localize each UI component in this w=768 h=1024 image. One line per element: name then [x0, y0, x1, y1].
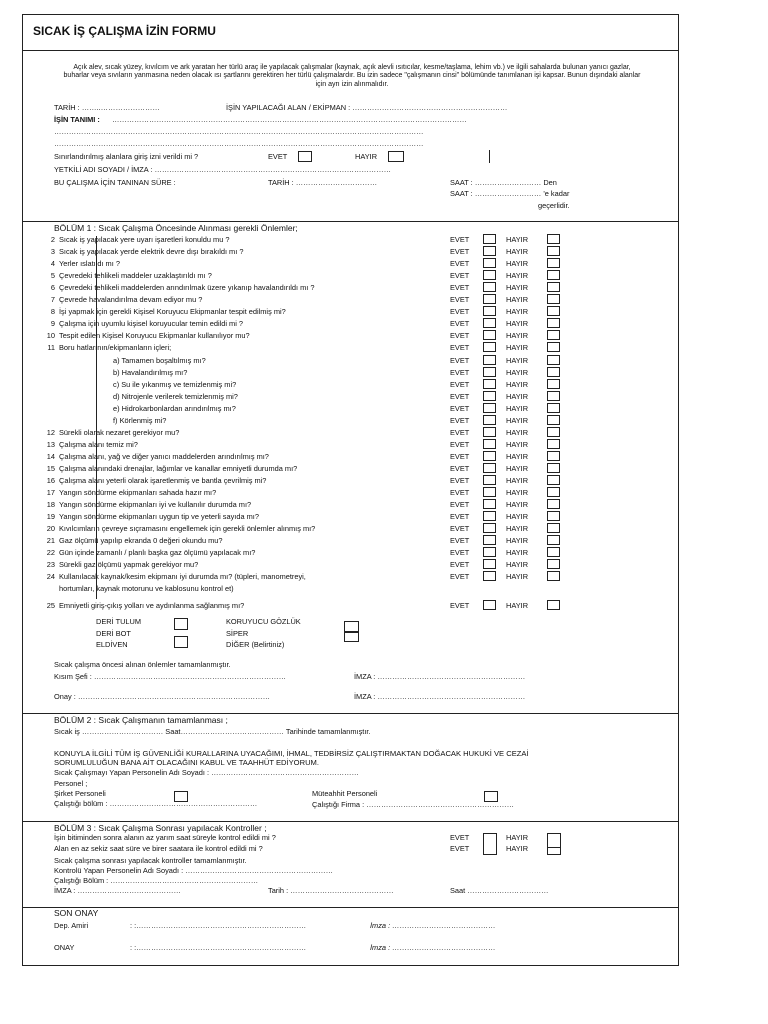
yetkili-field[interactable]: YETKİLİ ADI SOYADI / İMZA : ……………………………………………………………………………………	[54, 165, 391, 174]
question-number: 24	[46, 572, 55, 582]
question-text: Sürekli olarak nezaret gerekiyor mu?	[59, 427, 180, 437]
hayir-checkbox[interactable]	[547, 391, 560, 401]
question-row	[41, 525, 315, 532]
evet-checkbox[interactable]	[483, 511, 496, 521]
bolum2-title: BÖLÜM 2 : Sıcak Çalışmanın tamamlanması ;	[54, 715, 228, 725]
taahhut-line-2: SORUMLULUĞUN BANA AİT OLACAĞINI KABUL VE TAAHHÜT EDİYORUM.	[54, 758, 319, 767]
hayir-label: HAYIR	[506, 427, 529, 437]
hayir-checkbox[interactable]	[547, 535, 560, 545]
question-row	[41, 549, 255, 556]
evet-checkbox[interactable]	[483, 330, 496, 340]
bolum3-q2-hayir-label: HAYIR	[506, 844, 529, 853]
evet-label: EVET	[450, 259, 470, 269]
kontrol-personel-field[interactable]: Kontrolü Yapan Personelin Adı Soyadı : ……………………………………………………	[54, 866, 334, 875]
question-number: 22	[46, 548, 55, 558]
evet-label: EVET	[450, 524, 470, 534]
evet-checkbox[interactable]	[483, 282, 496, 292]
saat-from-field[interactable]: SAAT : ……………………… Den	[450, 178, 557, 187]
kisim-sefi-field[interactable]: Kısım Şefi : ……………………………………………………………………	[54, 672, 286, 681]
evet-label: EVET	[450, 488, 470, 498]
evet-checkbox[interactable]	[483, 258, 496, 268]
kontrol-bolum-field[interactable]: Çalıştığı Bölüm : ……………………………………………………	[54, 876, 259, 885]
hayir-checkbox[interactable]	[547, 234, 560, 244]
hayir-label: HAYIR	[506, 512, 529, 522]
question-number: 21	[46, 536, 55, 546]
onay-field[interactable]: Onay : ……………………………………………………………………	[54, 692, 270, 701]
hayir-label: HAYIR	[506, 600, 529, 610]
hayir-checkbox[interactable]	[547, 439, 560, 449]
sinir-evet-checkbox[interactable]	[298, 151, 312, 162]
evet-label: EVET	[450, 500, 470, 510]
evet-label: EVET	[450, 307, 470, 317]
hayir-label: HAYIR	[506, 259, 529, 269]
question-row	[41, 357, 206, 364]
question-text: Çalışma alanı yeterli olarak işaretlenmiş ve bantla çevrilmiş mi?	[59, 476, 267, 485]
question-text: b) Havalandırılmış mı?	[113, 367, 188, 377]
evet-label: EVET	[450, 295, 470, 305]
question-text: Yangın söndürme ekipmanları uygun tip ve yeterli sayıda mı?	[59, 512, 259, 522]
hayir-checkbox[interactable]	[547, 511, 560, 521]
hayir-label: HAYIR	[506, 524, 529, 534]
hayir-checkbox[interactable]	[547, 282, 560, 292]
evet-label: EVET	[450, 271, 470, 281]
hayir-label: HAYIR	[506, 451, 529, 461]
evet-checkbox[interactable]	[483, 571, 496, 581]
onlem-text: Sıcak çalışma öncesi alınan önlemler tamamlanmıştır.	[54, 660, 231, 669]
question-text: c) Su ile yıkanmış ve temizlenmiş mi?	[113, 379, 237, 389]
evet-checkbox[interactable]	[483, 451, 496, 461]
question-text: hortumları, kaynak motorunu ve kablosunu kontrol et)	[59, 584, 234, 594]
evet-checkbox[interactable]	[483, 415, 496, 425]
evet-label: EVET	[450, 572, 470, 582]
question-row	[41, 272, 212, 279]
hayir-checkbox[interactable]	[547, 258, 560, 268]
hayir-label: HAYIR	[506, 403, 529, 413]
ppe-eldiven-checkbox[interactable]	[174, 636, 188, 648]
evet-label: EVET	[450, 367, 470, 377]
question-text: Tespit edilen Kişisel Koruyucu Ekipmanlar kullanılıyor mu?	[59, 331, 250, 341]
question-text: Çevrede havalandırılma devam ediyor mu ?	[59, 295, 203, 305]
hayir-checkbox[interactable]	[547, 355, 560, 365]
evet-checkbox[interactable]	[483, 600, 496, 610]
hayir-checkbox[interactable]	[547, 270, 560, 280]
ppe-koruyucu: KORUYUCU GÖZLÜK	[226, 617, 301, 626]
bolum3-hayir-checkbox[interactable]	[547, 833, 561, 855]
question-text: Çalışma alanı, yağ ve diğer yanıcı maddelerden arındırılmış mı?	[59, 451, 269, 461]
dep-amiri-field[interactable]: : :……………………………………………………………	[130, 921, 307, 930]
evet-label: EVET	[450, 319, 470, 329]
onay-imza-field[interactable]: İMZA : ……………………………………………………	[354, 692, 526, 701]
question-number: 25	[46, 600, 55, 610]
question-number: 7	[50, 295, 55, 305]
question-row	[41, 477, 266, 484]
hayir-label: HAYIR	[506, 560, 529, 570]
bolum3-q1-evet-label: EVET	[450, 833, 470, 842]
hayir-label: HAYIR	[506, 271, 529, 281]
evet-label: EVET	[450, 379, 470, 389]
evet-checkbox[interactable]	[483, 475, 496, 485]
evet-checkbox[interactable]	[483, 463, 496, 473]
evet-checkbox[interactable]	[483, 318, 496, 328]
question-number: 17	[46, 488, 55, 498]
evet-label: EVET	[450, 600, 470, 610]
evet-checkbox[interactable]	[483, 379, 496, 389]
question-number: 2	[50, 235, 55, 244]
hayir-label: HAYIR	[506, 283, 529, 293]
evet-checkbox[interactable]	[483, 294, 496, 304]
hayir-checkbox[interactable]	[547, 523, 560, 533]
tanim-label: İŞİN TANIMI :	[54, 115, 100, 124]
question-row	[41, 405, 236, 412]
hayir-label: HAYIR	[506, 355, 529, 365]
question-row	[41, 296, 202, 303]
question-row	[41, 429, 179, 436]
question-row	[41, 417, 166, 424]
question-text: Çalışma için uyumlu kişisel koruyucular temin edildi mi ?	[59, 319, 244, 329]
bolum3-tamam-text: Sıcak çalışma sonrası yapılacak kontroller tamamlanmıştır.	[54, 856, 247, 865]
hayir-label: HAYIR	[506, 343, 529, 353]
hayir-label: HAYIR	[506, 439, 529, 449]
hayir-checkbox[interactable]	[547, 559, 560, 569]
sinir-hayir-checkbox[interactable]	[388, 151, 404, 162]
question-row	[41, 260, 120, 267]
evet-label: EVET	[450, 343, 470, 353]
hayir-checkbox[interactable]	[547, 499, 560, 509]
hayir-checkbox[interactable]	[547, 571, 560, 581]
divider	[22, 821, 679, 822]
ppe-deri-tulum-checkbox[interactable]	[174, 618, 188, 630]
evet-label: EVET	[450, 355, 470, 365]
question-number: 11	[47, 343, 55, 353]
question-row	[41, 453, 269, 460]
evet-checkbox[interactable]	[483, 367, 496, 377]
evet-label: EVET	[450, 391, 470, 401]
hayir-checkbox[interactable]	[547, 547, 560, 557]
tarih-field[interactable]: TARİH : ……..……………………	[54, 103, 160, 112]
question-number: 5	[50, 271, 55, 281]
question-number: 14	[46, 451, 55, 461]
ppe-siper-checkbox[interactable]	[344, 632, 359, 642]
question-number: 3	[50, 247, 55, 257]
question-text: Emniyetli giriş-çıkış yolları ve aydınlanma sağlanmış mı?	[59, 600, 245, 610]
evet-checkbox[interactable]	[483, 246, 496, 256]
question-number: 20	[46, 524, 55, 534]
alan-field[interactable]: İŞİN YAPILACAĞI ALAN / EKİPMAN : ………………………………………………………	[226, 103, 508, 112]
question-row	[41, 369, 187, 376]
question-row	[41, 513, 259, 520]
question-text: Sıcak iş yapılacak yerde elektrik devre dışı bırakıldı mı ?	[59, 247, 244, 257]
hayir-label: HAYIR	[506, 319, 529, 329]
hayir-label: HAYIR	[506, 247, 529, 257]
hayir-label: HAYIR	[506, 572, 529, 582]
question-text: Yangın söndürme ekipmanları sahada hazır mı?	[59, 488, 217, 498]
evet-label: EVET	[450, 235, 470, 244]
tanim-field-1[interactable]: ………………………………………………………………………………………………………………………………	[112, 116, 467, 124]
question-text: f) Körlenmiş mi?	[113, 415, 167, 425]
bolum3-evet-checkbox[interactable]	[483, 833, 497, 855]
saat-to-field[interactable]: SAAT : ……………………… 'e kadar	[450, 189, 570, 198]
hayir-checkbox[interactable]	[547, 367, 560, 377]
question-number: 19	[46, 512, 55, 522]
evet-checkbox[interactable]	[483, 403, 496, 413]
divider	[547, 847, 561, 848]
question-text: Boru hatlarının/ekipmanların içleri;	[59, 343, 172, 353]
kisim-imza-field[interactable]: İMZA : ……………………………………………………	[354, 672, 526, 681]
question-number: 18	[46, 500, 55, 510]
question-number: 4	[50, 259, 55, 269]
sirket-personeli-label: Şirket Personeli	[54, 789, 106, 798]
evet-label: EVET	[450, 403, 470, 413]
evet-checkbox[interactable]	[483, 342, 496, 352]
evet-checkbox[interactable]	[483, 427, 496, 437]
question-text: Çalışma alanı temiz mi?	[59, 439, 138, 449]
question-text: Yangın söndürme ekipmanları iyi ve kullanılır durumda mı?	[59, 500, 252, 510]
question-row	[41, 585, 234, 592]
hayir-checkbox[interactable]	[547, 427, 560, 437]
kontrol-saat-field[interactable]: Saat ……………………………	[450, 886, 549, 895]
hayir-checkbox[interactable]	[547, 330, 560, 340]
question-row	[41, 602, 244, 609]
question-text: Çevredeki tehlikeli maddeler uzaklaştırıldı mı ?	[59, 271, 212, 281]
evet-label: EVET	[450, 427, 470, 437]
calistigi-firma-field[interactable]: Çalıştığı Firma : ……………………………………………………	[312, 800, 515, 809]
question-text: Çalışma alanındaki drenajlar, lağımlar ve kanallar emniyetli durumda mı?	[59, 463, 298, 473]
evet-label: EVET	[450, 451, 470, 461]
evet-label: EVET	[450, 512, 470, 522]
hayir-checkbox[interactable]	[547, 246, 560, 256]
form-title: SICAK İŞ ÇALIŞMA İZİN FORMU	[33, 24, 216, 38]
onay-label: ONAY	[54, 943, 75, 952]
hayir-label: HAYIR	[506, 391, 529, 401]
hayir-checkbox[interactable]	[547, 318, 560, 328]
divider	[22, 713, 679, 714]
tanim-field-3[interactable]: ……………………………………………………………………………………………………………………………………	[54, 140, 424, 148]
evet-label: EVET	[450, 463, 470, 473]
bolum1-title: BÖLÜM 1 : Sıcak Çalışma Öncesinde Alınması gerekli Önlemler;	[54, 223, 298, 233]
question-row	[41, 573, 306, 580]
question-text: Gaz ölçümü yapılıp ekranda 0 değeri okundu mu?	[59, 536, 223, 546]
question-text: İşi yapmak için gerekli Kişisel Koruyucu Ekipmanlar tespit edilmiş mi?	[59, 307, 286, 317]
muteahhit-label: Müteahhit Personeli	[312, 789, 378, 798]
question-text: Yerler ıslatıldı mı ?	[59, 259, 120, 269]
question-text: Sıcak iş yapılacak yere uyarı işaretleri konuldu mu ?	[59, 235, 230, 244]
onay-imza-field[interactable]: İmza : ……………………………………	[370, 943, 496, 952]
hayir-label: HAYIR	[506, 548, 529, 558]
bolum3-q2: Alan en az sekiz saat süre ve birer saatara ile kontrol edildi mi ?	[54, 844, 263, 853]
divider	[22, 50, 679, 51]
ppe-siper: SİPER	[226, 629, 249, 638]
ppe-deri-tulum: DERİ TULUM	[96, 617, 142, 626]
hayir-label: HAYIR	[506, 536, 529, 546]
sure-tarih-field[interactable]: TARİH : ……………………………	[268, 178, 378, 187]
evet-checkbox[interactable]	[483, 306, 496, 316]
ppe-deri-bot: DERİ BOT	[96, 629, 131, 638]
dep-amiri-label: Dep. Amiri	[54, 921, 89, 930]
question-number: 13	[46, 439, 55, 449]
sinir-question: Sınırlandırılmış alanlara giriş izni verildi mi ?	[54, 152, 199, 161]
evet-label: EVET	[450, 560, 470, 570]
question-row	[41, 393, 238, 400]
hayir-checkbox[interactable]	[547, 600, 560, 610]
divider	[22, 221, 679, 222]
question-text: e) Hidrokarbonlardan arındırılmış mı?	[113, 403, 236, 413]
hayir-checkbox[interactable]	[547, 463, 560, 473]
question-row	[41, 465, 297, 472]
hayir-label: HAYIR	[506, 295, 529, 305]
hayir-checkbox[interactable]	[547, 415, 560, 425]
bolum3-title: BÖLÜM 3 : Sıcak Çalışma Sonrası yapılacak Kontroller ;	[54, 823, 267, 833]
question-number: 6	[50, 283, 55, 293]
hayir-label: HAYIR	[506, 379, 529, 389]
question-number: 10	[46, 331, 55, 341]
question-text: Sürekli gaz ölçümü yapmak gerekiyor mu?	[59, 560, 199, 570]
gecerli-text: geçerlidir.	[538, 201, 570, 210]
question-number: 12	[46, 427, 55, 437]
question-row	[41, 332, 250, 339]
evet-checkbox[interactable]	[483, 355, 496, 365]
calistigi-bolum-field[interactable]: Çalıştığı bölüm : ……………………………………………………	[54, 799, 258, 808]
question-row	[41, 284, 315, 291]
taahhut-line-1: KONUYLA İLGİLİ TÜM İŞ GÜVENLİĞİ KURALLARINA UYACAĞIMI, İHMAL, TEDBİRSİZ ÇALIŞTIRMAKTAN DOĞACAK HUKUKİ VE CEZAİ	[54, 749, 529, 758]
hayir-checkbox[interactable]	[547, 379, 560, 389]
hayir-checkbox[interactable]	[547, 342, 560, 352]
ppe-koruyucu-checkbox[interactable]	[344, 621, 359, 632]
bolum3-q2-evet-label: EVET	[450, 844, 470, 853]
evet-checkbox[interactable]	[483, 523, 496, 533]
kontrol-tarih-field[interactable]: Tarih : ……………………………………	[268, 886, 394, 895]
evet-checkbox[interactable]	[483, 547, 496, 557]
hayir-label: HAYIR	[506, 307, 529, 317]
question-text: d) Nitrojenle verilerek temizlenmiş mi?	[113, 391, 238, 401]
evet-label: EVET	[450, 283, 470, 293]
hayir-label: HAYIR	[506, 235, 529, 244]
kontrol-imza-field[interactable]: İMZA : ……………………………………	[54, 886, 181, 895]
bolum3-q1-hayir-label: HAYIR	[506, 833, 529, 842]
hayir-checkbox[interactable]	[547, 487, 560, 497]
hayir-checkbox[interactable]	[547, 306, 560, 316]
hayir-label: HAYIR	[506, 476, 529, 485]
hayir-label: HAYIR	[506, 331, 529, 341]
intro-text: Açık alev, sıcak yüzey, kıvılcım ve ark yaratan her türlü araç ile yapılacak çalışmalar (kaynak, açık alevli ısıtıcılar, kesme/taşlama, lehim vb.) ve ilgili sahalarda bulunan yanıcı gazlar, buharlar veya sıvıların yanmasına neden olacak ısı şartlarını gerektiren her türlü çalışmalardır. Bu izin sadece "çalışmanın cinsi" bölümünde tanımlanan işi kapsar. Bunun dışındaki alanlar için ayrı izin alınmalıdır.	[63, 64, 641, 88]
question-row	[41, 236, 229, 243]
question-row	[41, 537, 223, 544]
question-row	[41, 308, 286, 315]
evet-label: EVET	[450, 247, 470, 257]
hayir-checkbox[interactable]	[547, 294, 560, 304]
question-row	[41, 344, 171, 351]
evet-label: EVET	[450, 439, 470, 449]
evet-label: EVET	[450, 536, 470, 546]
question-row	[41, 489, 216, 496]
personel-adi-field[interactable]: Sıcak Çalışmayı Yapan Personelin Adı Soyadı : ……………………………………………………	[54, 768, 359, 777]
sinir-evet-label: EVET	[268, 152, 288, 161]
dep-amiri-imza-field[interactable]: İmza : ……………………………………	[370, 921, 496, 930]
hayir-label: HAYIR	[506, 488, 529, 498]
evet-label: EVET	[450, 548, 470, 558]
question-text: Çevredeki tehlikeli maddelerden arındırılmak üzere yıkanıp havalandırıldı mı ?	[59, 283, 315, 293]
evet-checkbox[interactable]	[483, 559, 496, 569]
evet-label: EVET	[450, 331, 470, 341]
tanim-field-2[interactable]: ……………………………………………………………………………………………………………………………………	[54, 128, 424, 136]
hayir-label: HAYIR	[506, 500, 529, 510]
hayir-label: HAYIR	[506, 463, 529, 473]
hayir-checkbox[interactable]	[547, 451, 560, 461]
question-text: Kıvılcımların çevreye sıçramasını engellemek için gerekli önlemler alınmış mı?	[59, 524, 316, 534]
evet-label: EVET	[450, 476, 470, 485]
ppe-eldiven: ELDİVEN	[96, 640, 128, 649]
onay-name-field[interactable]: : :……………………………………………………………	[130, 943, 307, 952]
question-number: 23	[46, 560, 55, 570]
sinir-hayir-label: HAYIR	[355, 152, 378, 161]
evet-checkbox[interactable]	[483, 499, 496, 509]
evet-label: EVET	[450, 415, 470, 425]
question-number: 16	[46, 476, 55, 485]
bolum3-q1: İşin bitiminden sonra alanın az yarım saat süreyle kontrol edildi mi ?	[54, 833, 276, 842]
question-number: 9	[50, 319, 55, 329]
son-onay-title: SON ONAY	[54, 908, 99, 918]
question-row	[41, 381, 236, 388]
question-number: 8	[50, 307, 55, 317]
divider	[489, 150, 490, 163]
question-text: Kullanılacak kaynak/kesim ekipmanı iyi durumda mı? (tüpleri, manometreyi,	[59, 572, 306, 582]
hayir-checkbox[interactable]	[547, 475, 560, 485]
evet-checkbox[interactable]	[483, 439, 496, 449]
evet-checkbox[interactable]	[483, 487, 496, 497]
hayir-label: HAYIR	[506, 415, 529, 425]
personel-label: Personel ;	[54, 779, 88, 788]
evet-checkbox[interactable]	[483, 391, 496, 401]
hayir-checkbox[interactable]	[547, 403, 560, 413]
question-number: 15	[46, 463, 55, 473]
question-text: a) Tamamen boşaltılmış mı?	[113, 355, 206, 365]
question-row	[41, 248, 243, 255]
evet-checkbox[interactable]	[483, 535, 496, 545]
question-row	[41, 320, 243, 327]
evet-checkbox[interactable]	[483, 234, 496, 244]
hayir-label: HAYIR	[506, 367, 529, 377]
divider	[22, 907, 679, 908]
ppe-diger: DİĞER (Belirtiniz)	[226, 640, 285, 649]
question-row	[41, 501, 251, 508]
question-text: Gün içinde zamanlı / planlı başka gaz ölçümü yapılacak mı?	[59, 548, 256, 558]
sure-label: BU ÇALIŞMA İÇİN TANINAN SÜRE :	[54, 178, 176, 187]
tamamlanma-field[interactable]: Sıcak iş …………………………… Saat…………………………………… Tarihinde tamamlanmıştır.	[54, 727, 371, 736]
question-row	[41, 561, 198, 568]
evet-checkbox[interactable]	[483, 270, 496, 280]
question-row	[41, 441, 138, 448]
